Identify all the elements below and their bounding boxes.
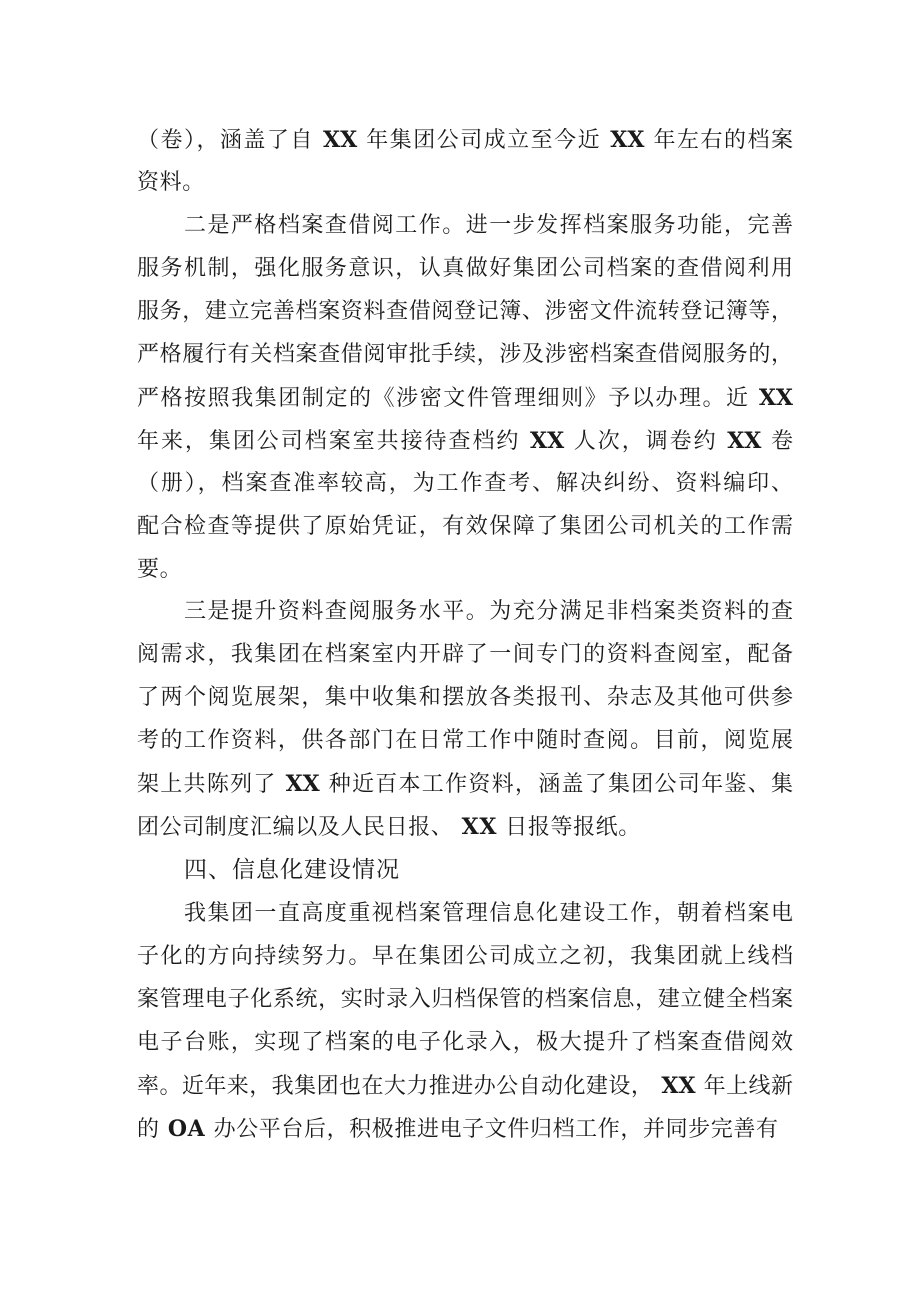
text-run: （册），档案查准率较高，为工作查考、解决纠纷、资料编印、 — [137, 471, 793, 496]
text-run: 阅需求，我集团在档案室内开辟了一间专门的资料查阅室，配备 — [137, 642, 793, 667]
text-run: 的 — [137, 1117, 160, 1142]
text-run: 年来，集团公司档案室共接待查档约 — [137, 429, 521, 454]
text-line — [137, 1021, 793, 1065]
text-run: 年集团公司成立至今近 — [366, 128, 602, 153]
text-run: 严格按照我集团制定的《涉密文件管理细则》予以办理。近 — [137, 386, 750, 411]
text-run: 年左右的档案 — [653, 128, 793, 153]
text-line — [137, 204, 793, 248]
text-run: （卷），涵盖了自 — [137, 128, 314, 153]
text-line — [137, 419, 793, 463]
text-line — [137, 247, 793, 291]
text-line — [137, 161, 205, 205]
text-run: 资料。 — [137, 170, 205, 195]
text-line — [137, 590, 793, 634]
text-run: 严格履行有关档案查借阅审批手续，涉及涉密档案查借阅服务的， — [137, 342, 793, 367]
text-run: 我集团一直高度重视档案管理信息化建设工作，朝着档案电 — [137, 901, 793, 926]
text-run: 日报等报纸。 — [505, 815, 641, 840]
text-run: 率。近年来，我集团也在大力推进办公自动化建设， — [137, 1074, 654, 1099]
text-run: 要。 — [137, 557, 183, 582]
text-run: 电子台账，实现了档案的电子化录入，极大提升了档案查借阅效 — [137, 1030, 793, 1055]
text-line — [137, 505, 793, 549]
text-run: 案管理电子化系统，实时录入归档保管的档案信息，建立健全档案 — [137, 987, 793, 1012]
text-line — [137, 805, 641, 849]
text-run: 种近百本工作资料，涵盖了集团公司年鉴、集 — [328, 772, 793, 797]
text-run: 团公司制度汇编以及人民日报、 — [137, 815, 454, 840]
text-line — [137, 978, 793, 1022]
text-line — [137, 633, 793, 677]
text-run: 配合检查等提供了原始凭证，有效保障了集团公司机关的工作需 — [137, 514, 793, 539]
text-run: 办公平台后，积极推进电子文件归档工作，并同步完善有 — [213, 1117, 779, 1142]
bold-placeholder: XX — [717, 428, 771, 454]
text-line — [137, 892, 793, 936]
text-run: 子化的方向持续努力。早在集团公司成立之初，我集团就上线档 — [137, 944, 793, 969]
text-run: 服务机制，强化服务意识，认真做好集团公司档案的查借阅利用 — [137, 256, 793, 281]
text-line — [137, 376, 793, 420]
text-line — [137, 1107, 779, 1151]
text-line — [137, 762, 793, 806]
bold-placeholder: XX — [520, 428, 574, 454]
text-line — [137, 676, 793, 720]
text-run: 三是提升资料查阅服务水平。为充分满足非档案类资料的查 — [137, 599, 793, 624]
bold-placeholder: XX — [653, 1073, 704, 1099]
text-line — [137, 935, 793, 979]
bold-placeholder: XX — [453, 814, 506, 840]
bold-placeholder: XX — [313, 127, 367, 153]
text-run: 服务，建立完善档案资料查借阅登记簿、涉密文件流转登记簿等， — [137, 299, 793, 324]
text-line — [137, 290, 793, 334]
bold-placeholder: XX — [749, 385, 793, 411]
text-line — [137, 548, 182, 592]
text-run: 二是严格档案查借阅工作。进一步发挥档案服务功能，完善 — [137, 213, 793, 238]
bold-placeholder: XX — [601, 127, 654, 153]
text-run: 卷 — [770, 429, 793, 454]
text-run: 架上共陈列了 — [137, 772, 277, 797]
text-line — [137, 333, 793, 377]
text-line — [137, 118, 793, 162]
bold-placeholder: OA — [159, 1116, 214, 1142]
text-run: 年上线新 — [703, 1074, 793, 1099]
text-run: 人次，调卷约 — [573, 429, 718, 454]
text-line — [137, 1064, 793, 1108]
section-heading-informatization: 四、信息化建设情况 — [184, 857, 400, 883]
text-line — [137, 719, 793, 763]
text-line — [137, 462, 793, 506]
text-run: 了两个阅览展架，集中收集和摆放各类报刊、杂志及其他可供参 — [137, 685, 793, 710]
text-run: 考的工作资料，供各部门在日常工作中随时查阅。目前，阅览展 — [137, 728, 793, 753]
bold-placeholder: XX — [276, 771, 329, 797]
